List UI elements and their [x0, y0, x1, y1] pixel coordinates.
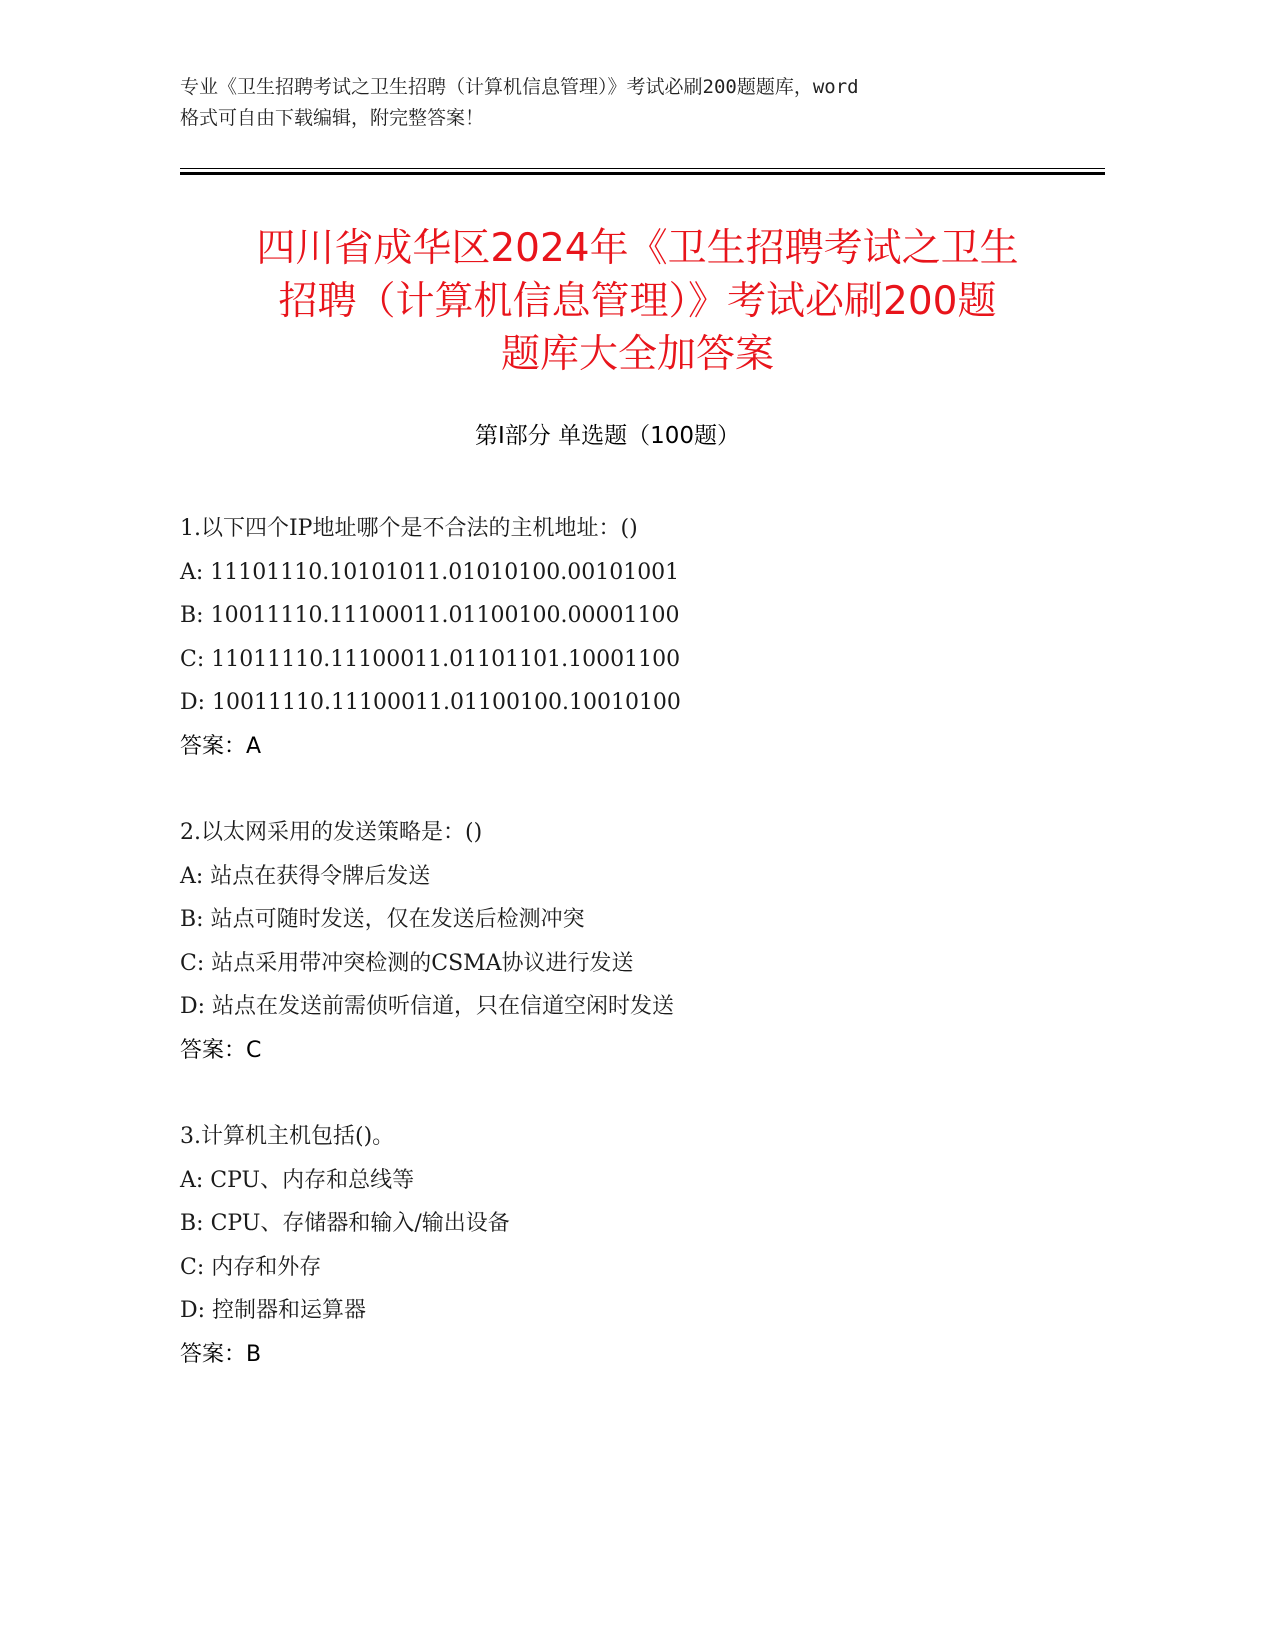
question-stem: 1.以下四个IP地址哪个是不合法的主机地址：(): [180, 516, 638, 541]
question-list: [180, 507, 1080, 1376]
document-title-line-1: 四川省成华区2024年《卫生招聘考试之卫生: [256, 226, 1019, 271]
question-1: [180, 507, 1080, 768]
document-title-line-2: 招聘（计算机信息管理）》考试必刷200题: [278, 279, 997, 324]
option-c: C: 11011110.11100011.01101101.10001100: [180, 646, 681, 672]
document-title: [150, 222, 1125, 381]
option-a: A: CPU、内存和总线等: [180, 1167, 415, 1193]
option-c: C: 内存和外存: [180, 1254, 322, 1280]
question-2: [180, 811, 1080, 1072]
option-a: A: 11101110.10101011.01010100.00101001: [180, 559, 680, 585]
header-divider-thick: [180, 172, 1105, 175]
option-a: A: 站点在获得令牌后发送: [180, 863, 431, 889]
section-heading: 第Ⅰ部分 单选题（100题）: [475, 423, 740, 449]
option-c: C: 站点采用带冲突检测的CSMA协议进行发送: [180, 950, 634, 976]
question-stem: 3.计算机主机包括()。: [180, 1124, 395, 1149]
option-d: D: 站点在发送前需侦听信道，只在信道空闲时发送: [180, 994, 675, 1019]
answer-line: 答案：A: [180, 733, 262, 759]
header-note: [180, 72, 1080, 134]
option-d: D: 控制器和运算器: [180, 1298, 367, 1323]
header-divider-thin: [180, 168, 1105, 169]
option-b: B: CPU、存储器和输入/输出设备: [180, 1211, 510, 1236]
document-title-line-3: 题库大全加答案: [500, 332, 774, 377]
header-note-line-2: 格式可自由下载编辑，附完整答案！: [180, 107, 485, 129]
question-stem: 2.以太网采用的发送策略是：(): [180, 820, 483, 845]
option-b: B: 站点可随时发送，仅在发送后检测冲突: [180, 907, 585, 932]
answer-line: 答案：B: [180, 1341, 262, 1367]
header-note-line-1: 专业《卫生招聘考试之卫生招聘（计算机信息管理）》考试必刷200题题库，word: [180, 76, 859, 98]
option-b: B: 10011110.11100011.01100100.00001100: [180, 603, 680, 628]
answer-line: 答案：C: [180, 1037, 262, 1063]
question-3: [180, 1115, 1080, 1376]
option-d: D: 10011110.11100011.01100100.10010100: [180, 690, 681, 715]
